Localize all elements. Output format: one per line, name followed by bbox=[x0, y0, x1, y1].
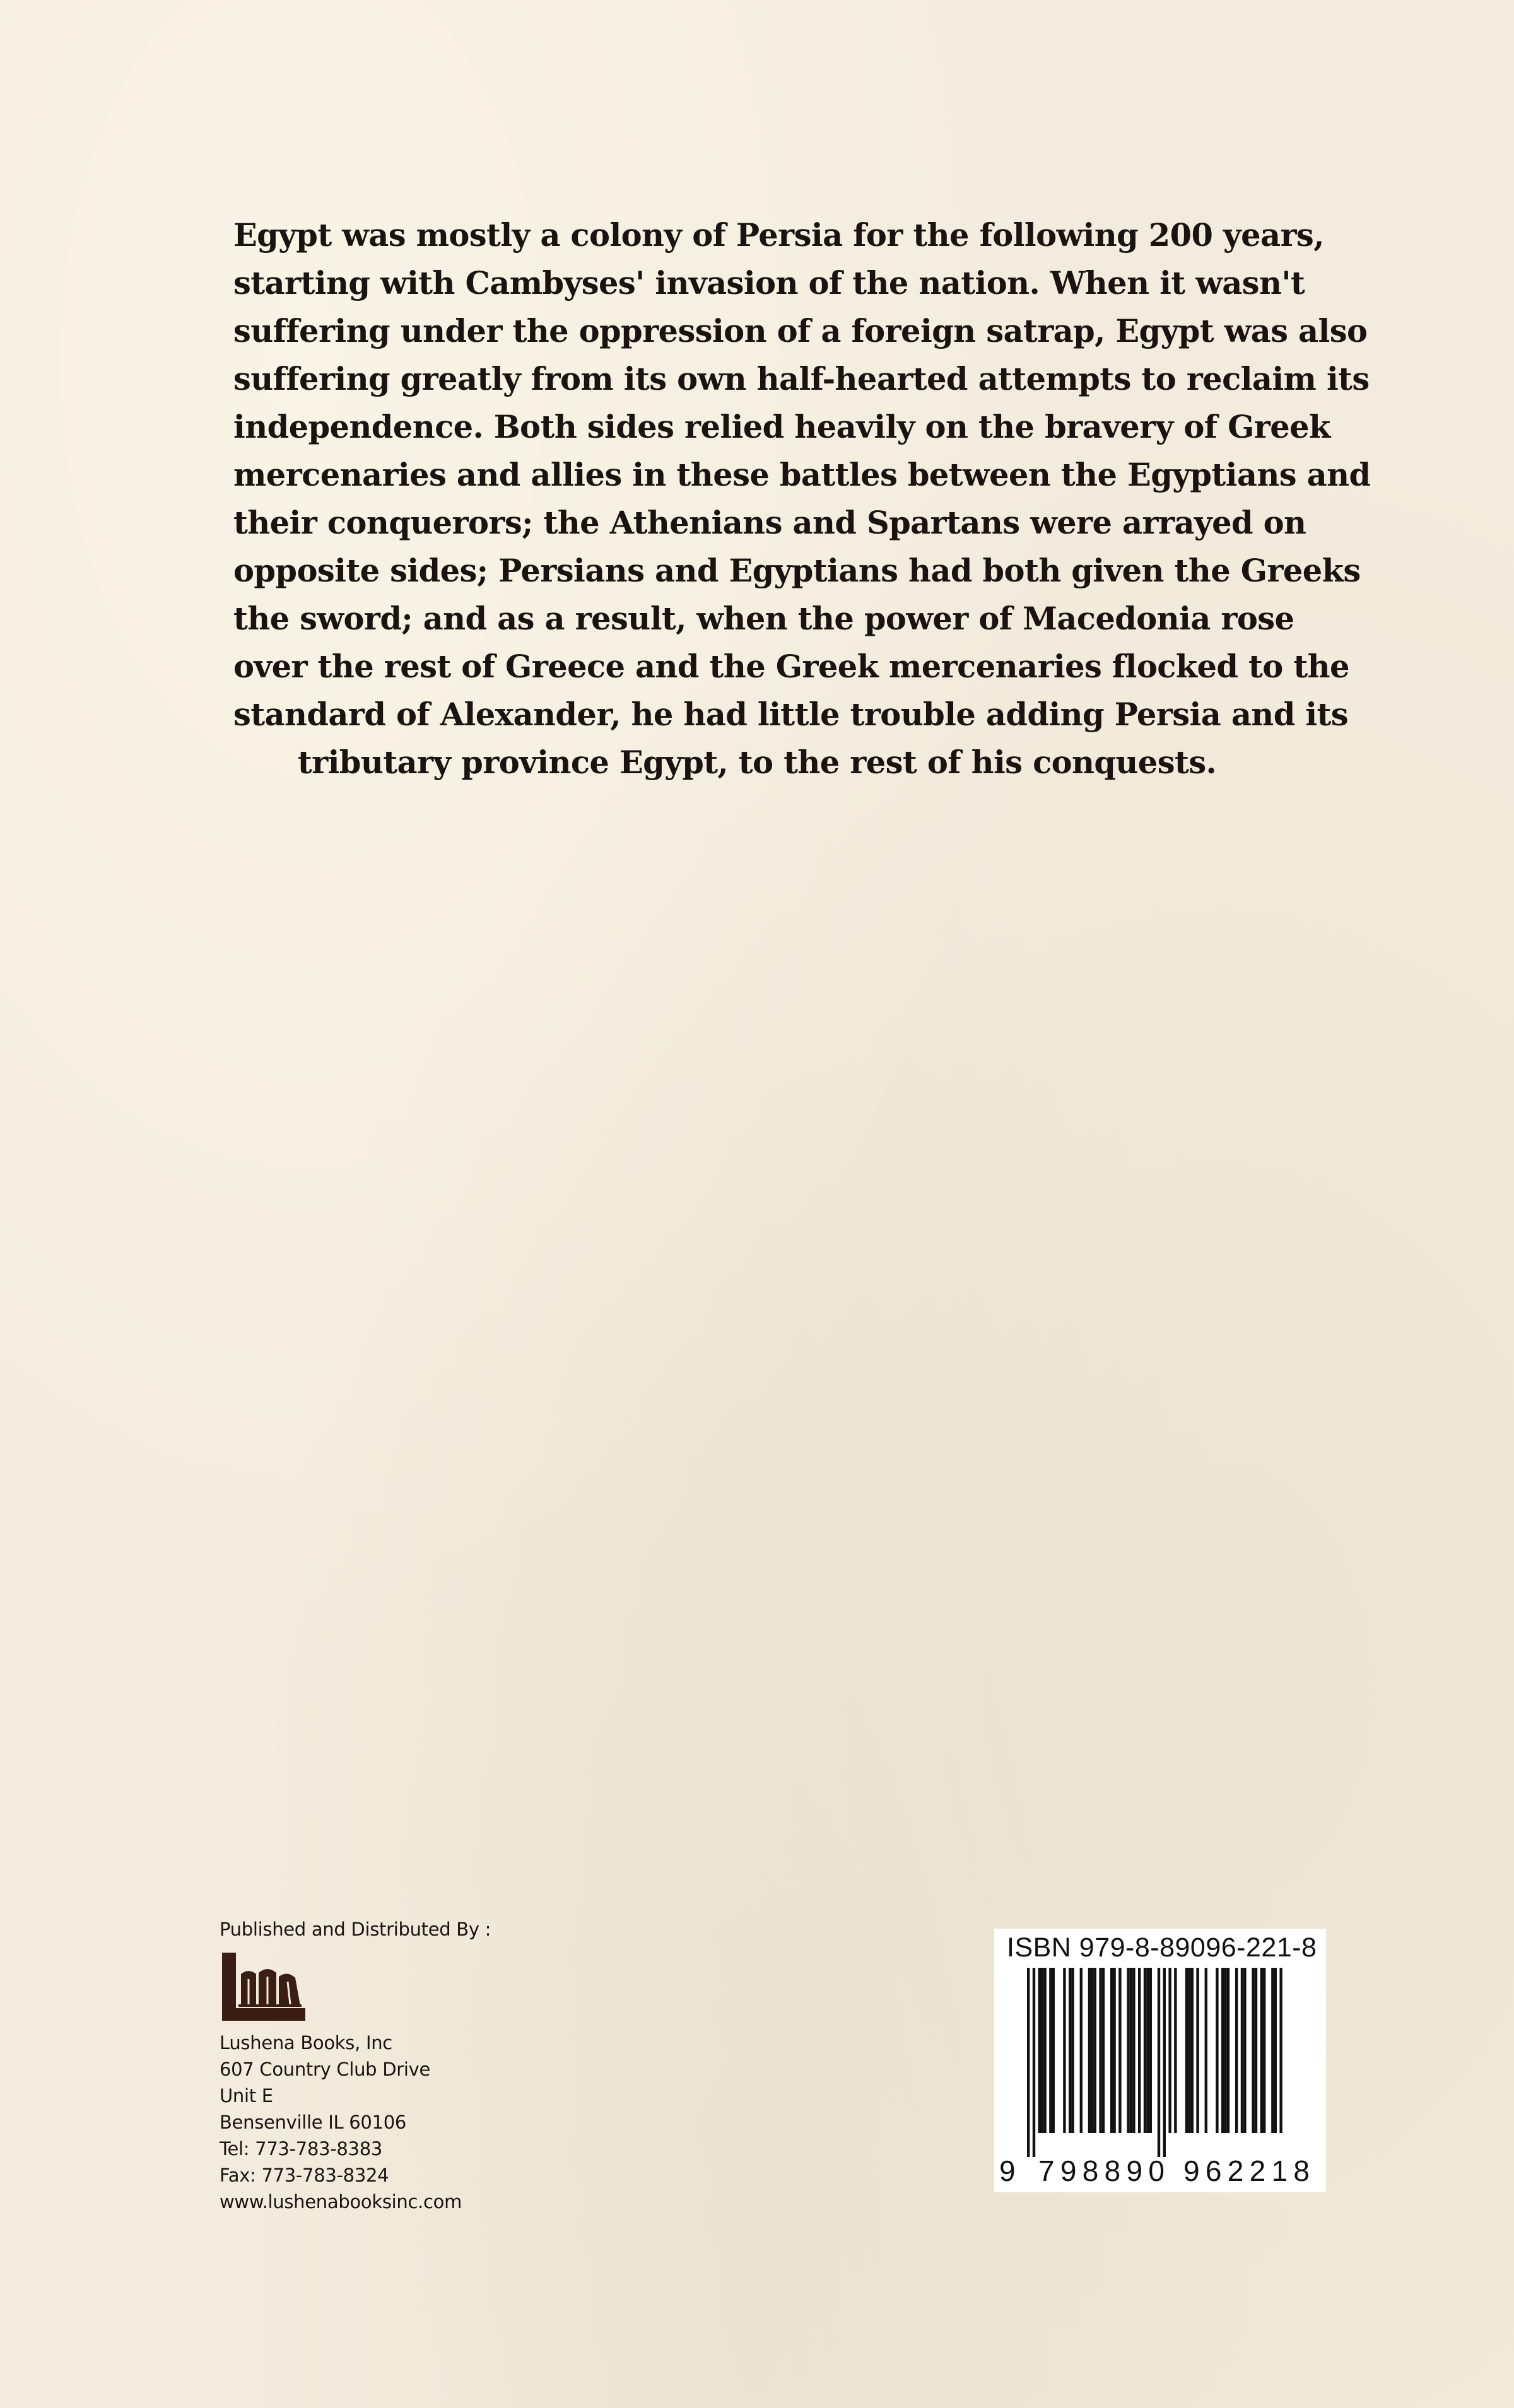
blurb-line: opposite sides; Persians and Egyptians had both given the Greeks bbox=[233, 552, 1361, 589]
barcode-bar bbox=[1191, 1968, 1194, 2133]
barcode-bar bbox=[1255, 1968, 1257, 2133]
barcode-bar bbox=[1118, 1968, 1121, 2133]
barcode-first-digit: 9 bbox=[999, 2154, 1016, 2187]
barcode-bar bbox=[1127, 1968, 1129, 2133]
barcode-bar bbox=[1049, 1968, 1052, 2133]
barcode-bar bbox=[1243, 1968, 1246, 2133]
barcode-bar bbox=[1091, 1968, 1093, 2133]
blurb-line: Egypt was mostly a colony of Persia for the following 200 years, bbox=[233, 217, 1324, 254]
blurb-line: starting with Cambyses' invasion of the nation. When it wasn't bbox=[233, 265, 1305, 301]
barcode-bar bbox=[1041, 1968, 1043, 2133]
barcode-bar bbox=[1274, 1968, 1277, 2133]
publisher-address-line2: Unit E bbox=[220, 2085, 273, 2107]
barcode-bar bbox=[1071, 1968, 1074, 2133]
barcode-bar bbox=[1241, 1968, 1243, 2133]
barcode-bar bbox=[1102, 1968, 1105, 2133]
barcode-bar bbox=[1221, 1968, 1224, 2133]
barcode-bar bbox=[1080, 1968, 1083, 2133]
barcode-bar bbox=[1263, 1968, 1265, 2133]
barcode-bar bbox=[1168, 1968, 1171, 2133]
barcode-bar bbox=[1038, 1968, 1041, 2133]
barcode-bar bbox=[1043, 1968, 1046, 2133]
publisher-city: Bensenville IL 60106 bbox=[220, 2112, 407, 2133]
barcode-bar bbox=[1130, 1968, 1132, 2133]
barcode-bar bbox=[1271, 1968, 1274, 2133]
barcode-bar bbox=[1279, 1968, 1282, 2133]
blurb-line: over the rest of Greece and the Greek mercenaries flocked to the bbox=[233, 648, 1349, 685]
barcode-bar bbox=[1146, 1968, 1149, 2133]
barcode-digits-right: 962218 bbox=[1183, 2154, 1310, 2187]
barcode-bar bbox=[1052, 1968, 1055, 2133]
blurb-line: suffering under the oppression of a foreign satrap, Egypt was also bbox=[233, 313, 1368, 349]
barcode-bar bbox=[1094, 1968, 1096, 2133]
barcode-bar bbox=[1252, 1968, 1254, 2133]
barcode-bar bbox=[1174, 1968, 1177, 2133]
blurb-line: independence. Both sides relied heavily on the bravery of Greek bbox=[233, 409, 1330, 445]
barcode-bar bbox=[1027, 1968, 1030, 2157]
barcode-bar bbox=[1063, 1968, 1065, 2133]
blurb-line: their conquerors; the Athenians and Spartans were arrayed on bbox=[233, 505, 1306, 541]
publisher-address-line1: 607 Country Club Drive bbox=[220, 2059, 431, 2080]
barcode-bar bbox=[1132, 1968, 1135, 2133]
barcode-bar bbox=[1110, 1968, 1113, 2133]
barcode-bar bbox=[1144, 1968, 1146, 2133]
barcode-bar bbox=[1138, 1968, 1141, 2133]
barcode-bar bbox=[1099, 1968, 1101, 2133]
barcode-bar bbox=[1216, 1968, 1218, 2133]
barcode-bar bbox=[1033, 1968, 1035, 2157]
barcode-bar bbox=[1113, 1968, 1115, 2133]
blurb-line: tributary province Egypt, to the rest of his conquests. bbox=[297, 744, 1217, 781]
barcode-bar bbox=[1185, 1968, 1188, 2133]
blurb-line: suffering greatly from its own half-hearted attempts to reclaim its bbox=[233, 361, 1370, 397]
lushena-books-logo-icon bbox=[220, 1951, 308, 2022]
barcode-bar bbox=[1163, 1968, 1166, 2157]
barcode-icon bbox=[994, 1968, 1326, 2189]
barcode-bar bbox=[1227, 1968, 1229, 2133]
barcode-bar bbox=[1158, 1968, 1160, 2157]
publisher-heading: Published and Distributed By : bbox=[220, 1919, 491, 1940]
publisher-name: Lushena Books, Inc bbox=[220, 2032, 392, 2054]
barcode-bar bbox=[1196, 1968, 1199, 2133]
blurb-line: mercenaries and allies in these battles between the Egyptians and bbox=[233, 457, 1371, 493]
barcode-bar bbox=[1188, 1968, 1190, 2133]
blurb-line: standard of Alexander, he had little trouble adding Persia and its bbox=[233, 696, 1349, 733]
publisher-tel: Tel: 773-783-8383 bbox=[220, 2138, 383, 2160]
blurb-line: the sword; and as a result, when the power of Macedonia rose bbox=[233, 600, 1294, 637]
isbn-label: ISBN 979-8-89096-221-8 bbox=[1007, 1932, 1317, 1963]
barcode-bar bbox=[1224, 1968, 1226, 2133]
back-cover-blurb bbox=[233, 211, 1371, 786]
isbn-barcode-box bbox=[994, 1929, 1326, 2192]
barcode-bar bbox=[1069, 1968, 1071, 2133]
publisher-block bbox=[220, 1916, 548, 2215]
barcode-bar bbox=[1088, 1968, 1091, 2133]
barcode-bar bbox=[1149, 1968, 1152, 2133]
barcode-bar bbox=[1205, 1968, 1207, 2133]
barcode-bar bbox=[1235, 1968, 1238, 2133]
barcode-bar bbox=[1260, 1968, 1263, 2133]
publisher-fax: Fax: 773-783-8324 bbox=[220, 2165, 389, 2186]
publisher-website: www.lushenabooksinc.com bbox=[220, 2191, 462, 2212]
barcode-digits-left: 798890 bbox=[1038, 2154, 1165, 2187]
